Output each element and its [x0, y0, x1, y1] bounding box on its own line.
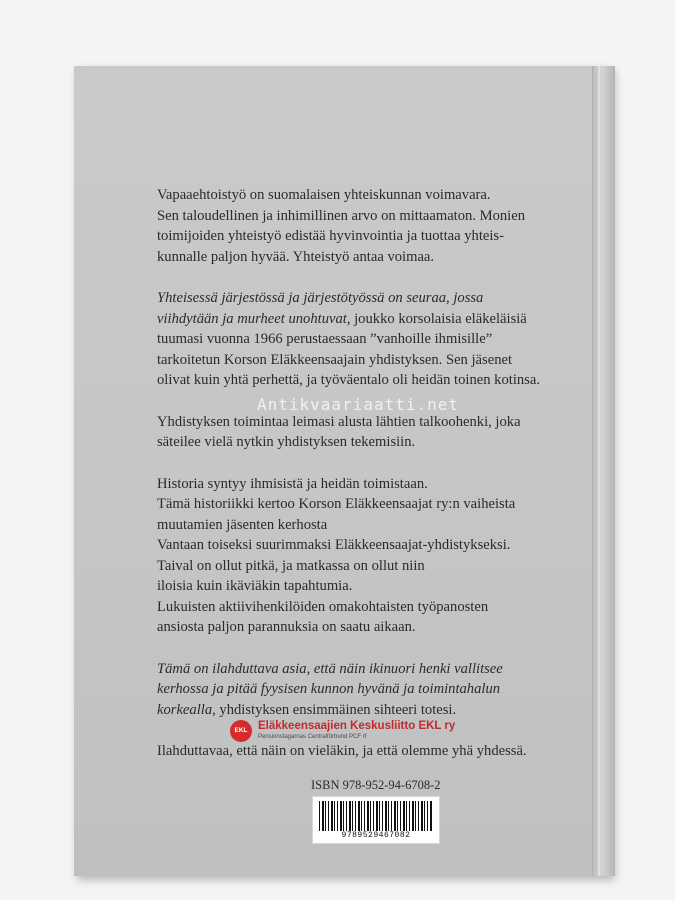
- publisher-name: Eläkkeensaajien Keskusliitto EKL ry: [258, 720, 456, 732]
- barcode: [312, 796, 440, 844]
- watermark-text: Antikvaariaatti.net: [257, 395, 460, 414]
- paragraph-3: [157, 412, 547, 453]
- italic-quote: Yhteisessä järjestössä ja järjestötyössä on seuraa, jossa: [157, 290, 484, 306]
- text-line: toimijoiden yhteistyö edistää hyvinvointia ja tuottaa yhteis-: [157, 228, 504, 244]
- ekl-logo-icon: EKL: [230, 720, 252, 742]
- text-line: Taival on ollut pitkä, ja matkassa on ollut niin: [157, 557, 425, 574]
- italic-quote: Tämä on ilahduttava asia, että näin ikinuori henki vallitsee: [157, 660, 503, 677]
- publisher-subname: Pensionstagarnas Centralförbund PCF rf: [258, 734, 367, 740]
- text-line: [157, 700, 547, 721]
- paragraph-2: [157, 288, 547, 391]
- text-line: kunnalle paljon hyvää. Yhteistyö antaa voimaa.: [157, 248, 435, 265]
- text-line: ansiosta paljon parannuksia on saatu aikaan.: [157, 619, 416, 635]
- cover-hinge: [598, 66, 600, 876]
- text-line: Yhdistyksen toimintaa leimasi alusta lähtien talkoohenki, joka: [157, 413, 521, 430]
- book-spine-edge: [592, 66, 615, 876]
- back-cover-text: [157, 185, 547, 783]
- isbn-text: ISBN 978-952-94-6708-2: [311, 778, 441, 792]
- text-run: yhdistyksen ensimmäinen sihteeri totesi.: [215, 701, 457, 718]
- italic-quote: korkealla,: [157, 701, 216, 718]
- text-line: Tämä historiikki kertoo Korson Eläkkeensaajat ry:n vaiheista: [157, 496, 516, 512]
- text-run: joukko korsolaisia eläkeläisiä: [350, 310, 527, 327]
- text-line: [157, 659, 547, 680]
- text-line: Historia syntyy ihmisistä ja heidän toimistaan.: [157, 475, 428, 492]
- text-line: Vapaaehtoistyö on suomalaisen yhteiskunnan voimavara.: [157, 187, 491, 203]
- text-line: tarkoitetun Korson Eläkkeensaajain yhdistyksen. Sen jäsenet: [157, 351, 513, 368]
- text-line: Vantaan toiseksi suurimmaksi Eläkkeensaajat-yhdistykseksi.: [157, 537, 511, 553]
- text-line: muutamien jäsenten kerhosta: [157, 516, 328, 533]
- text-line: [157, 679, 547, 700]
- barcode-digits: 9789529467082: [341, 831, 411, 840]
- italic-quote: viihdytään ja murheet unohtuvat,: [157, 310, 351, 327]
- text-line: [157, 309, 547, 330]
- barcode-bars: [319, 801, 433, 831]
- text-line: [157, 288, 547, 309]
- text-line: säteilee vielä nytkin yhdistyksen tekemisiin.: [157, 434, 416, 450]
- paragraph-4: [157, 474, 547, 638]
- text-line: tuumasi vuonna 1966 perustaessaan ”vanhoille ihmisille”: [157, 331, 493, 347]
- paragraph-1: [157, 185, 547, 267]
- text-line: olivat kuin yhtä perhettä, ja työväentalo oli heidän toinen kotinsa.: [157, 372, 540, 388]
- text-line: Lukuisten aktiivihenkilöiden omakohtaisten työpanosten: [157, 598, 489, 615]
- text-line: Ilahduttavaa, että näin on vieläkin, ja että olemme yhä yhdessä.: [157, 743, 527, 759]
- paragraph-6: [157, 741, 547, 762]
- text-line: Sen taloudellinen ja inhimillinen arvo on mittaamaton. Monien: [157, 207, 526, 224]
- italic-quote: kerhossa ja pitää fyysisen kunnon hyvänä ja toimintahalun: [157, 681, 501, 697]
- paragraph-5: [157, 659, 547, 721]
- text-line: iloisia kuin ikäviäkin tapahtumia.: [157, 578, 353, 594]
